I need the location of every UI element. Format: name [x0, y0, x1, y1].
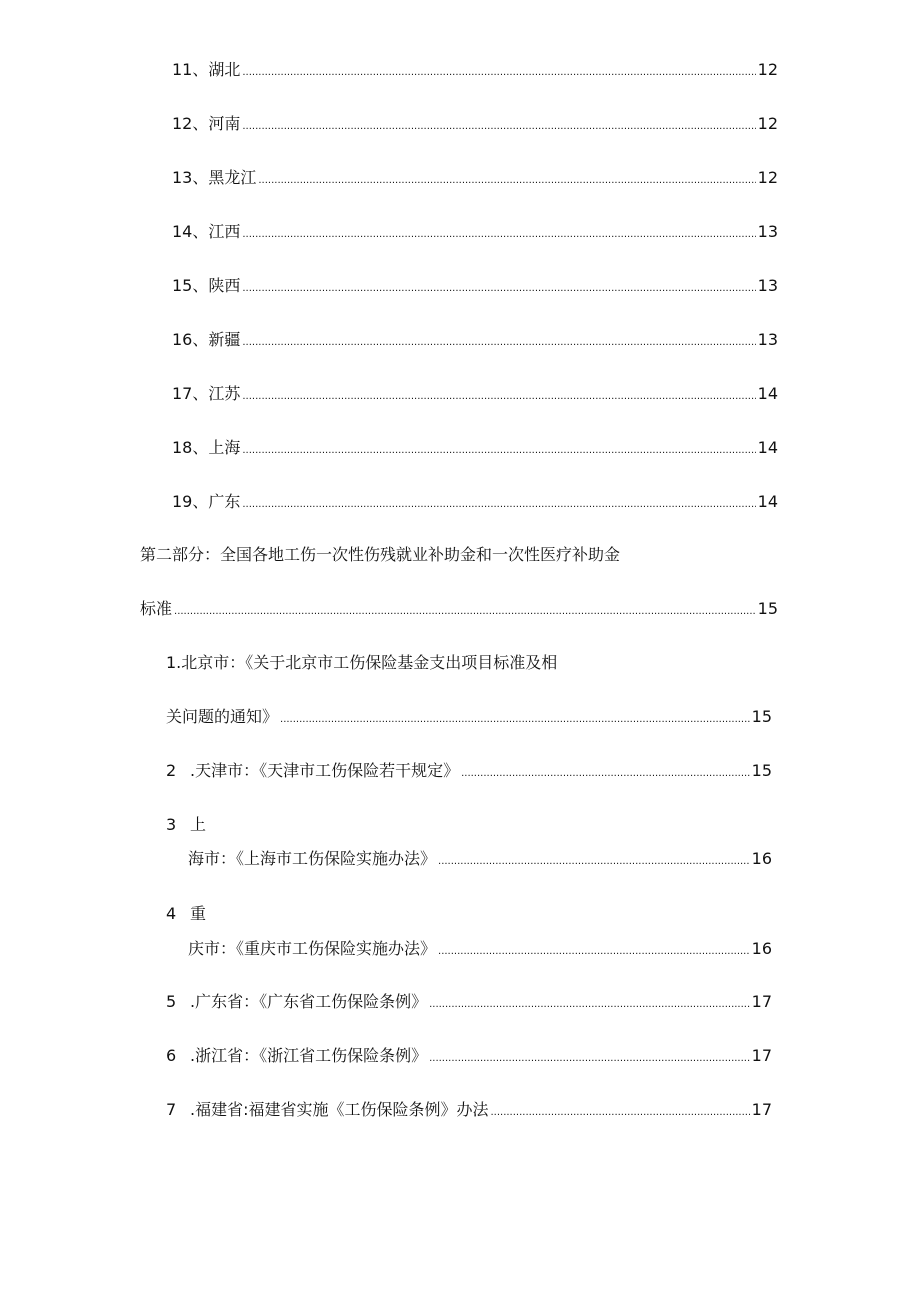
dot-leader	[242, 119, 755, 135]
toc-entry-label: 关问题的通知》	[166, 707, 279, 726]
toc-entry-page: 12	[757, 114, 778, 133]
dot-leader	[438, 944, 750, 960]
toc-entry-chongqing[interactable]	[188, 938, 772, 960]
toc-entry-fujian[interactable]	[166, 1099, 772, 1121]
toc-entry-page: 17	[751, 1100, 772, 1119]
toc-entry-page: 14	[757, 384, 778, 403]
toc-entry-head-char: 上	[190, 815, 207, 834]
toc-entry-label: 16、新疆	[172, 330, 241, 349]
toc-entry-beijing-line1[interactable]: 1.北京市：《关于北京市工伤保险基金支出项目标准及相	[166, 653, 558, 672]
dot-leader	[461, 766, 750, 782]
toc-entry-label: 18、上海	[172, 438, 241, 457]
toc-entry-page: 17	[751, 992, 772, 1011]
toc-entry[interactable]	[172, 437, 778, 459]
dot-leader	[438, 854, 750, 870]
toc-entry-number: 6	[166, 1046, 177, 1065]
toc-entry-page: 12	[757, 168, 778, 187]
dot-leader	[174, 604, 756, 620]
toc-entry-page: 17	[751, 1046, 772, 1065]
toc-entry-page: 15	[751, 761, 772, 780]
toc-entry-page: 13	[757, 222, 778, 241]
toc-entry-head-char: 重	[190, 904, 207, 923]
toc-entry-page: 13	[757, 330, 778, 349]
toc-entry[interactable]	[172, 221, 778, 243]
toc-entry-label: 15、陕西	[172, 276, 241, 295]
toc-entry-zhejiang[interactable]	[166, 1045, 772, 1067]
toc-entry[interactable]	[172, 113, 778, 135]
toc-entry-guangdong[interactable]	[166, 991, 772, 1013]
toc-entry-page: 14	[757, 438, 778, 457]
toc-entry-number: 5	[166, 992, 177, 1011]
dot-leader	[429, 1051, 750, 1067]
toc-entry-label: 14、江西	[172, 222, 241, 241]
toc-entry-shanghai[interactable]	[188, 848, 772, 870]
part2-heading-label: 标准	[140, 599, 173, 618]
toc-entry[interactable]	[172, 491, 778, 513]
toc-entry-label: .广东省：《广东省工伤保险条例》	[190, 992, 428, 1011]
toc-entry-beijing[interactable]	[166, 706, 772, 728]
dot-leader	[242, 335, 755, 351]
toc-entry-page: 15	[751, 707, 772, 726]
part2-heading-page: 15	[757, 599, 778, 618]
toc-entry-label: 19、广东	[172, 492, 241, 511]
toc-entry-page: 14	[757, 492, 778, 511]
dot-leader	[242, 227, 755, 243]
toc-entry[interactable]	[172, 329, 778, 351]
toc-entry-number: 2	[166, 761, 177, 780]
toc-entry-label: 庆市：《重庆市工伤保险实施办法》	[188, 939, 437, 958]
toc-entry[interactable]	[172, 167, 778, 189]
dot-leader	[242, 443, 755, 459]
toc-entry-chongqing-head[interactable]	[166, 903, 206, 925]
toc-entry-label: 12、河南	[172, 114, 241, 133]
toc-entry[interactable]	[172, 59, 778, 81]
toc-entry[interactable]	[172, 275, 778, 297]
toc-entry[interactable]	[172, 383, 778, 405]
toc-entry-label: 海市：《上海市工伤保险实施办法》	[188, 849, 437, 868]
toc-entry-tianjin[interactable]	[166, 760, 772, 782]
toc-entry-number: 4	[166, 904, 177, 923]
toc-entry-page: 12	[757, 60, 778, 79]
toc-entry-label: .浙江省：《浙江省工伤保险条例》	[190, 1046, 428, 1065]
toc-entry-label: 13、黑龙江	[172, 168, 257, 187]
toc-entry-page: 16	[751, 849, 772, 868]
toc-entry-number: 3	[166, 815, 177, 834]
toc-entry-label: 17、江苏	[172, 384, 241, 403]
dot-leader	[242, 65, 755, 81]
toc-entry-page: 13	[757, 276, 778, 295]
dot-leader	[280, 712, 750, 728]
toc-entry-label: .福建省:福建省实施《工伤保险条例》办法	[190, 1100, 489, 1119]
dot-leader	[429, 997, 750, 1013]
dot-leader	[242, 389, 755, 405]
toc-entry-label: .天津市：《天津市工伤保险若干规定》	[190, 761, 460, 780]
dot-leader	[242, 281, 755, 297]
toc-entry-label: 11、湖北	[172, 60, 241, 79]
part2-heading-entry[interactable]	[140, 598, 778, 620]
dot-leader	[242, 497, 755, 513]
toc-entry-shanghai-head[interactable]	[166, 814, 206, 836]
toc-entry-number: 7	[166, 1100, 177, 1119]
dot-leader	[258, 173, 755, 189]
toc-entry-page: 16	[751, 939, 772, 958]
part2-heading[interactable]: 第二部分：全国各地工伤一次性伤残就业补助金和一次性医疗补助金	[140, 545, 621, 564]
dot-leader	[490, 1105, 749, 1121]
